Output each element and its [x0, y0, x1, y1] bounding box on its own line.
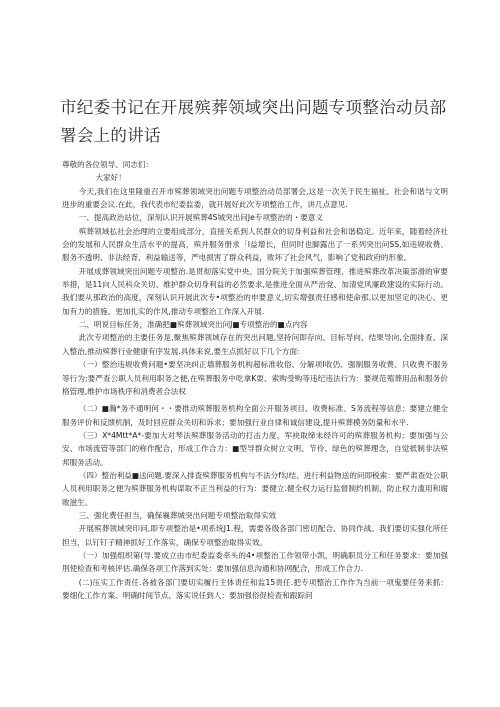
document-body	[62, 158, 448, 602]
section-heading: 二、明说目标任务，准确把■殡葬领域突出问J■专项整治的■点内容	[78, 320, 308, 330]
paragraph: 开展殡葬领域突印问,即专项整治是•项系统J1.程，需要各级各部门密切配合、协同作战。我们要切实强化所任担当，以钉钉子精神抓好工作落实，确保专项整治取得实效。	[62, 524, 448, 547]
salutation: 尊敬的各位领导、同志们：	[62, 160, 154, 169]
page-title: 市纪委书记在开展殡葬领域突出问题专项整治动员部署会上的讲话	[60, 98, 447, 145]
paragraph: 开展成葬领域突出问题专项整治.是贯彻落实党中央、国分院关于加强殡葬管理、推进殡葬改革决策部滑的审要举措，是11向人民科众关切、维护群众切身利益的必然要求,是推进全面从严治党、加清党风廉政建设的实际行动。我们要从那政治的高度，深刻认识开展此次专•项整治的申要意义,切实增强责任感和使命那,以更加坚定的决心、更加有力的措施、更加扎实的作风,推动专项整治工作深入开展.	[62, 266, 448, 316]
paragraph: （三）X*4Mtt*A*-要加大对琴法殡葬服务活动的打击力度，军袂取缔未经许可的殡葬服务机构；要加强与公安、市场流管等部门的称作配合，形成工作合力：■型导群众树立文明、节伶、绿色的殡葬理念，自觉抵制非法殡邦服务活动。	[62, 430, 448, 467]
paragraph: （二）■瀚*务不通明何・・要推动殡葬服务机构全面公开服务项目、收费标准、S务流程等信息；要建立健全服务评价和反馈机制，及时回应群众关切和诉求；要加强行业自律和诚信建设,提升殡葬模务防量和水平.	[62, 404, 448, 427]
paragraph: （一）加强组织第(导.要成立由市纪委监委牵头的4•项整治工作领带小凯，明确职员分工和任务要求：要加强刖使检查和考核评估.确保各项工作落到实处：要加强信息沟通和协网配合，形成工作合力.	[62, 550, 448, 574]
paragraph: （四）整治利益■送问题.要深入排査殡葬服务机构与不法分f勾结、进行利益物送的问即税索：要严肃查处公职人员利用职务之便为殡葬服务机构谋取不正当利益的行为：要健立.健全权力运行监督制约机制，防止权力滥用和腐败滋生。	[62, 470, 448, 507]
greeting: 大家好！	[95, 173, 126, 183]
section-heading: 三、强化费任担当，确保襄葬城突出问题专项整治取得实效	[78, 510, 277, 520]
paragraph: 此次专项整治的主要任务是,聚焦殡葬领域存在的突出问题,坚持问即存向、目标导向、结果导向,全面排查、深入整治,推动殡葬行业健康有序发展.具体来说,要生点抓好以下几个方面：	[62, 333, 448, 356]
paragraph: （一）整治违规收费问题•要坚决纠正墙葬服务机构超标准收俗、分解项Ⅰ收仍、强制服务收费、只收费不服务等行为;要严查公职人员利用职务之便,在殡葬服务中吃拿K耍、索购受购等违纪违法行为：要规范殖葬用品和服务价格管理,维护市场秩序和消费者合法权	[62, 360, 448, 396]
section-heading: 一、提高政治站位，深刻认识开展殡葬4S城突出问Je专项整治的・要意义	[78, 213, 324, 223]
paragraph: 今天,我们在这里隆重召开市殡葬领域突出问题专项整治动员部署会,这是一次关于民生福祉、社会和谐与文明进步的重要会议.在此，我代表市纪委监委，就开展好此次专项整治工作，讲几点意见.	[62, 186, 448, 210]
paragraph: 殡葬领域払社会治理的立要组成部分，直接关系到人民群众的切身利益和社会和谐稳定。近年来，随着经济社会的发展和人民群众生活水平的提高，殡并服务册求「I益增长，但同时也脚露出了一系列突出问SS,如违规收费、服务不透明、非法经背、利益输送等，严电损害了群众利益，败坏了社会风气，影响了党和政府的形象。	[62, 226, 448, 263]
paragraph: (二)压实工作责任.各被各部门要切实履行主体责任和监15责任.把专项整治工作作为当前一项鬼要任务来抓：要细化工作方案、明确时间节点、落实说任到人：要加强俗促检查和跟踪问	[62, 577, 448, 600]
